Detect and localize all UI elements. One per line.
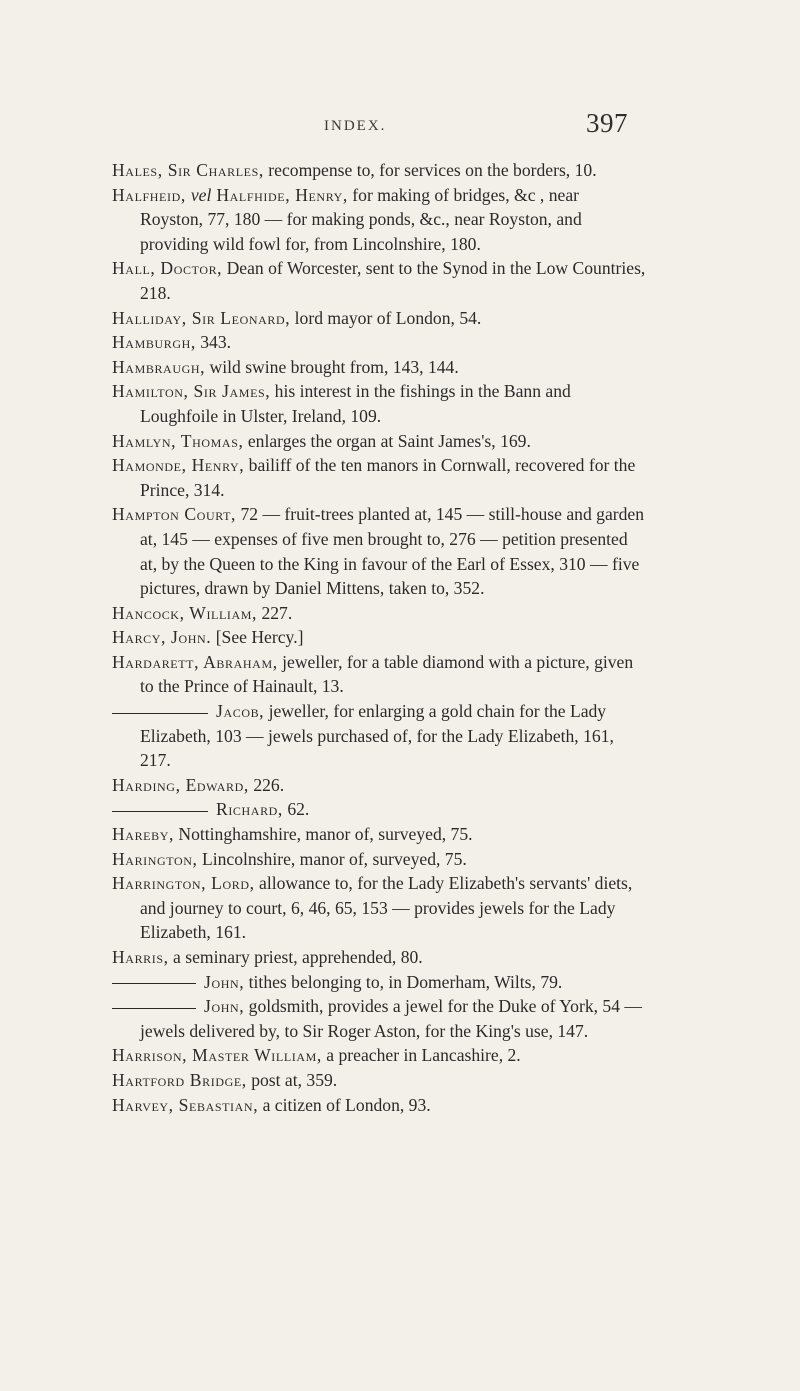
entry-text: 62. — [282, 799, 310, 820]
entry-text: 226. — [248, 774, 285, 795]
entry-heading: Hancock, William, — [112, 602, 258, 623]
entry-text: a citizen of London, 93. — [258, 1094, 431, 1115]
index-entry — [112, 625, 646, 650]
index-entry — [112, 330, 646, 355]
index-entry — [112, 1093, 646, 1118]
entry-heading: Hambraugh, — [112, 356, 206, 377]
ditto-dash — [112, 983, 196, 984]
entry-heading: Harington, — [112, 848, 198, 869]
entry-heading: John, — [204, 996, 245, 1017]
index-entry — [112, 601, 646, 626]
entry-heading: Hareby, — [112, 824, 174, 845]
ditto-dash — [112, 713, 208, 714]
index-subentry — [112, 699, 646, 773]
entry-heading: Harcy, John. — [112, 627, 212, 648]
entry-heading: Hardarett, Abraham, — [112, 651, 278, 672]
entry-heading: Harvey, Sebastian, — [112, 1094, 259, 1115]
index-entry — [112, 379, 646, 428]
index-entries — [112, 158, 646, 1117]
entry-heading: Hamlyn, Thomas, — [112, 430, 244, 451]
index-entry — [112, 847, 646, 872]
entry-heading: Hales, Sir Charles, — [112, 160, 264, 180]
entry-heading: Hall, Doctor, — [112, 258, 223, 279]
entry-heading: Hamonde, Henry, — [112, 455, 245, 476]
entry-text: Dean of Worcester, sent to the Synod in the Low Countries, 218. — [140, 258, 646, 303]
entry-heading: Harding, Edward, — [112, 774, 249, 795]
index-entry — [112, 871, 646, 945]
entry-text: jeweller, for a table diamond with a picture, given to the Prince of Hainault, 13. — [140, 651, 634, 697]
entry-text: 343. — [195, 332, 232, 353]
entry-text: allowance to, for the Lady Elizabeth's servants' diets, and journey to court, 6, 46, 65, 153 — provides jewels for the Lady Elizabeth, 161. — [140, 873, 633, 943]
entry-text: a seminary priest, apprehended, 80. — [168, 947, 423, 967]
entry-heading: Hampton Court, — [112, 504, 237, 525]
entry-text: Nottinghamshire, manor of, surveyed, 75. — [173, 824, 473, 845]
index-entry — [112, 822, 646, 847]
entry-heading-prefix: Halfheid, — [112, 184, 191, 205]
entry-heading-italic: vel — [190, 184, 212, 205]
index-entry — [112, 183, 646, 257]
index-entry — [112, 945, 646, 970]
index-subentry — [112, 797, 646, 822]
entry-text: 227. — [257, 602, 293, 623]
index-entry — [112, 453, 646, 502]
index-entry — [112, 355, 646, 380]
entry-heading: Hamburgh, — [112, 332, 196, 353]
entry-heading: Halliday, Sir Leonard, — [112, 307, 291, 328]
page-number: 397 — [586, 108, 628, 138]
index-entry — [112, 773, 646, 798]
running-head-title: INDEX. — [324, 118, 387, 134]
index-subentry — [112, 970, 646, 995]
entry-text: [See Hercy.] — [211, 627, 304, 648]
entry-heading: Harrington, Lord, — [112, 873, 255, 894]
ditto-dash — [112, 1008, 196, 1009]
index-entry — [112, 1068, 646, 1093]
entry-heading: Halfhide, Henry, — [211, 184, 348, 205]
entry-heading: Richard, — [216, 799, 283, 820]
entry-heading: John, — [204, 971, 245, 992]
entry-text: bailiff of the ten manors in Cornwall, recovered for the Prince, 314. — [140, 455, 636, 500]
index-entry — [112, 502, 646, 600]
entry-text: 72 — fruit-trees planted at, 145 — still-house and garden at, 145 — expenses of five men brought to, 276 — petition presented at, by the Queen to the King in favour of the Earl of Essex, 310 — five pictures, drawn by Daniel Mittens, taken to, 352. — [140, 504, 645, 599]
entry-text: lord mayor of London, 54. — [290, 307, 482, 328]
index-entry — [112, 306, 646, 331]
running-head — [0, 108, 800, 148]
entry-text: recompense to, for services on the borders, 10. — [263, 160, 597, 180]
entry-text: tithes belonging to, in Domerham, Wilts, 79. — [244, 971, 563, 992]
entry-heading: Hamilton, Sir James, — [112, 381, 271, 402]
ditto-dash — [112, 811, 208, 812]
entry-heading: Harris, — [112, 947, 169, 967]
index-entry — [112, 256, 646, 305]
entry-text: Lincolnshire, manor of, surveyed, 75. — [197, 848, 467, 869]
entry-text: post at, 359. — [246, 1069, 338, 1090]
entry-heading: Hartford Bridge, — [112, 1069, 247, 1090]
entry-text: a preacher in Lancashire, 2. — [321, 1045, 521, 1066]
entry-heading: Harrison, Master William, — [112, 1045, 322, 1066]
entry-text: for making of bridges, &c , near Royston, 77, 180 — for making ponds, &c., near Royston, and providing wild fowl for, from Lincolnshire, 180. — [140, 184, 582, 254]
entry-text: wild swine brought from, 143, 144. — [205, 356, 459, 377]
index-entry — [112, 429, 646, 454]
index-entry — [112, 1043, 646, 1068]
entry-text: his interest in the fishings in the Bann and Loughfoile in Ulster, Ireland, 109. — [140, 381, 571, 426]
index-subentry — [112, 994, 646, 1043]
index-entry — [112, 158, 646, 183]
entry-heading: Jacob, — [216, 701, 265, 722]
entry-text: jeweller, for enlarging a gold chain for the Lady Elizabeth, 103 — jewels purchased of, for the Lady Elizabeth, 161, 217. — [140, 701, 614, 771]
index-entry — [112, 650, 646, 699]
entry-text: goldsmith, provides a jewel for the Duke of York, 54 — jewels delivered by, to Sir Roger Aston, for the King's use, 147. — [140, 996, 643, 1041]
entry-text: enlarges the organ at Saint James's, 169. — [243, 430, 531, 451]
